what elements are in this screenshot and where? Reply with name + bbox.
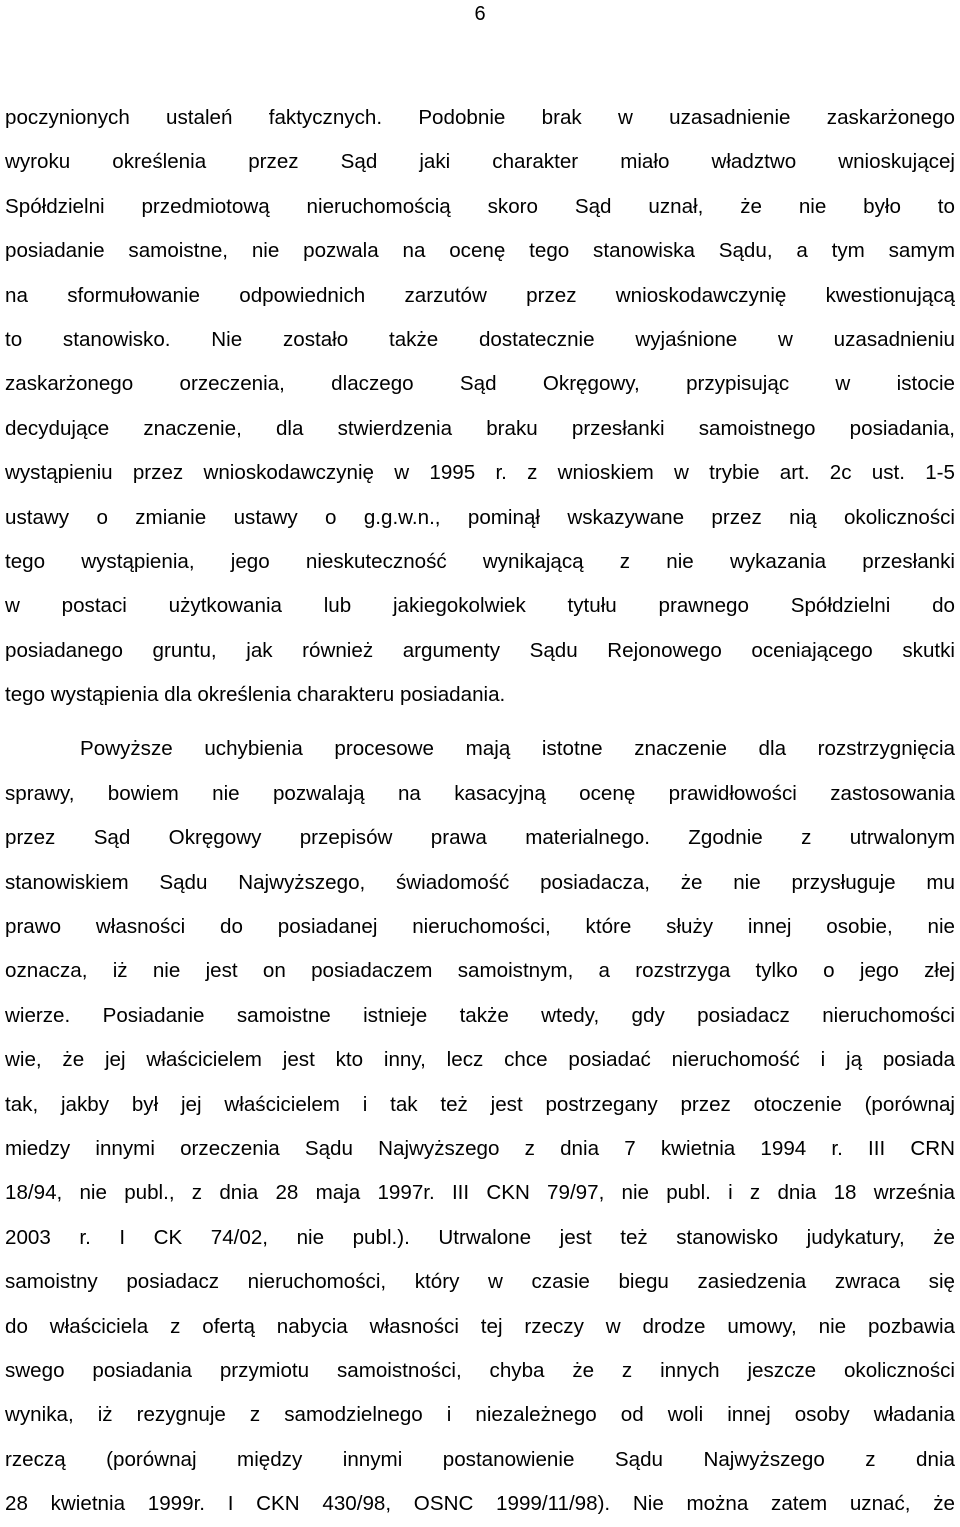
text-line: tak, jakby był jej właścicielem i tak też jest postrzegany przez otoczenie (porównaj [5,1092,955,1116]
text-line: poczynionych ustaleń faktycznych. Podobnie brak w uzasadnienie zaskarżonego [5,106,955,129]
text-line: tego wystąpienia, jego nieskuteczność wynikającą z nie wykazania przesłanki [5,549,955,573]
text-line: wynika, iż rezygnuje z samodzielnego i niezależnego od woli innej osoby władania [5,1403,955,1427]
text-line: oznacza, iż nie jest on posiadaczem samoistnym, a rozstrzyga tylko o jego złej [5,959,955,983]
text-line: wie, że jej właścicielem jest kto inny, lecz chce posiadać nieruchomość i ją posiada [5,1048,955,1072]
text-line: zaskarżonego orzeczenia, dlaczego Sąd Okręgowy, przypisując w istocie [5,372,955,396]
document-body [5,96,955,1527]
paragraph-spacer [5,717,955,727]
text-line: wyroku określenia przez Sąd jaki charakter miało władztwo wnioskującej [5,150,955,174]
text-line: samoistny posiadacz nieruchomości, który w czasie biegu zasiedzenia zwraca się [5,1270,955,1294]
text-line: prawo własności do posiadanej nieruchomości, które służy innej osobie, nie [5,915,955,939]
paragraph-1 [5,96,955,717]
paragraph-2 [5,727,955,1526]
text-line: to stanowisko. Nie zostało także dostatecznie wyjaśnione w uzasadnieniu [5,327,955,351]
text-line: sprawy, bowiem nie pozwalają na kasacyjną ocenę prawidłowości zastosowania [5,781,955,805]
text-line: do właściciela z ofertą nabycia własności tej rzeczy w drodze umowy, nie pozbawia [5,1314,955,1338]
text-line: 28 kwietnia 1999r. I CKN 430/98, OSNC 1999/11/98). Nie można zatem uznać, że [5,1492,955,1516]
text-line: decydujące znaczenie, dla stwierdzenia braku przesłanki samoistnego posiadania, [5,416,955,440]
text-line: ustawy o zmianie ustawy o g.g.w.n., pominął wskazywane przez nią okoliczności [5,505,955,529]
text-line: wierze. Posiadanie samoistne istnieje także wtedy, gdy posiadacz nieruchomości [5,1003,955,1027]
text-line: Spółdzielni przedmiotową nieruchomością skoro Sąd uznał, że nie było to [5,194,955,218]
text-line: rzeczą (porównaj między innymi postanowienie Sądu Najwyższego z dnia [5,1447,955,1471]
text-line: Powyższe uchybienia procesowe mają istotne znaczenie dla rozstrzygnięcia [80,737,955,761]
text-line: w postaci użytkowania lub jakiegokolwiek tytułu prawnego Spółdzielni do [5,594,955,618]
text-line: przez Sąd Okręgowy przepisów prawa materialnego. Zgodnie z utrwalonym [5,826,955,850]
text-line: posiadanie samoistne, nie pozwala na ocenę tego stanowiska Sądu, a tym samym [5,239,955,263]
text-line: 18/94, nie publ., z dnia 28 maja 1997r. III CKN 79/97, nie publ. i z dnia 18 września [5,1181,955,1205]
text-line: na sformułowanie odpowiednich zarzutów przez wnioskodawczynię kwestionującą [5,283,955,307]
text-line: wystąpieniu przez wnioskodawczynię w 1995 r. z wnioskiem w trybie art. 2c ust. 1-5 [5,461,955,485]
text-line: stanowiskiem Sądu Najwyższego, świadomość posiadacza, że nie przysługuje mu [5,870,955,894]
text-line: tego wystąpienia dla określenia charakteru posiadania. [5,683,506,707]
text-line: 2003 r. I CK 74/02, nie publ.). Utrwalone jest też stanowisko judykatury, że [5,1225,955,1249]
text-line: swego posiadania przymiotu samoistności, chyba że z innych jeszcze okoliczności [5,1358,955,1382]
page-number: 6 [474,3,486,25]
text-line: posiadanego gruntu, jak również argumenty Sądu Rejonowego oceniającego skutki [5,638,955,662]
text-line: miedzy innymi orzeczenia Sądu Najwyższego z dnia 7 kwietnia 1994 r. III CRN [5,1136,955,1160]
